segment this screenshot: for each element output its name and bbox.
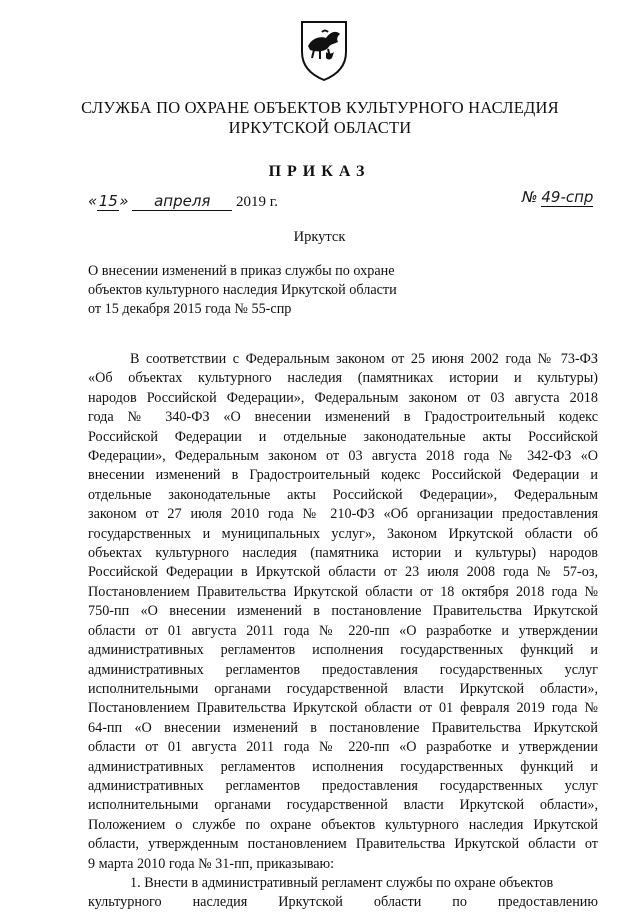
date-open-quote: « [88, 192, 98, 210]
body-line: Российской Федерации в Иркутской области от 23 июля 2008 года № 57-оз, [88, 564, 598, 581]
document-title: ПРИКАЗ [268, 163, 371, 180]
date-year: 2019 г. [236, 194, 278, 210]
body-line: 64-пп «О внесении изменений в постановление Правительства Иркутской [88, 719, 598, 736]
document-city: Иркутск [293, 229, 346, 245]
number-value: 49-спр [541, 188, 594, 206]
organization-region: ИРКУТСКОЙ ОБЛАСТИ [228, 118, 412, 137]
document-date [88, 192, 278, 211]
document-number [522, 188, 593, 207]
date-close-quote: » [119, 192, 129, 210]
body-line: Положением о службе по охране объектов культурного наследия Иркутской [88, 816, 598, 833]
body-line: внесении изменений в Градостроительный кодекс Российской Федерации и [88, 467, 598, 484]
body-line: Российской Федерации и отдельные законодательные акты Российской [88, 428, 598, 445]
body-line: «Об объектах культурного наследия (памятниках истории и культуры) [88, 370, 598, 387]
body-line: исполнительными органами государственной власти Иркутской области», [88, 797, 598, 814]
subject-line: О внесении изменений в приказ службы по охране [88, 263, 395, 279]
irkutsk-coat-of-arms-icon [298, 18, 350, 82]
body-line: Постановлением Правительства Иркутской области от 18 октября 2018 года № [88, 583, 598, 600]
body-line: года № 340-ФЗ «О внесении изменений в Градостроительный кодекс [88, 409, 598, 426]
document-subject [88, 262, 397, 319]
body-line: законом от 27 июля 2010 года № 210-ФЗ «Об организации предоставления [88, 506, 598, 523]
body-line: Федерации», Федеральным законом от 03 августа 2018 года № 342-ФЗ «О [88, 448, 598, 465]
body-line: административных регламентов исполнения государственных функций и [88, 758, 598, 775]
body-line: отдельные законодательные акты Российской Федерации», Федеральным [88, 486, 598, 503]
body-line: государственных и муниципальных услуг», Законом Иркутской области об [88, 525, 598, 542]
body-line: области, утвержденным постановлением Правительства Иркутской области от [88, 836, 598, 853]
date-day: 15 [98, 192, 118, 210]
body-line: 750-пп «О внесении изменений в постановление Правительства Иркутской [88, 603, 598, 620]
body-line: области от 01 августа 2011 года № 220-пп «О разработке и утверждении [88, 622, 598, 639]
body-line: административных регламентов предоставления государственных услуг [88, 661, 598, 678]
body-line: объектах культурного наследия (памятника истории и культуры) народов [88, 545, 598, 562]
body-line: 9 марта 2010 года № 31-пп, приказываю: [88, 855, 335, 872]
body-line: области от 01 августа 2011 года № 220-пп «О разработке и утверждении [88, 739, 598, 756]
document-body [88, 350, 598, 913]
date-month: апреля [132, 192, 232, 211]
body-line: административных регламентов исполнения государственных функций и [88, 642, 598, 659]
body-line: административных регламентов предоставления государственных услуг [88, 777, 598, 794]
body-line: В соответствии с Федеральным законом от 25 июня 2002 года № 73-ФЗ [130, 351, 598, 367]
body-line: Постановлением Правительства Иркутской области от 01 февраля 2019 года № [88, 700, 598, 717]
body-line: культурного наследия Иркутской области по предоставлению [88, 894, 598, 911]
organization-name: СЛУЖБА ПО ОХРАНЕ ОБЪЕКТОВ КУЛЬТУРНОГО НАСЛЕДИЯ [81, 98, 559, 117]
body-line: исполнительными органами государственной власти Иркутской области», [88, 680, 598, 697]
subject-line: от 15 декабря 2015 года № 55-спр [88, 301, 292, 317]
subject-line: объектов культурного наследия Иркутской области [88, 282, 397, 298]
body-line: 1. Внести в административный регламент службы по охране объектов [130, 874, 554, 891]
number-sign: № [522, 188, 538, 206]
body-line: народов Российской Федерации», Федеральным законом от 03 августа 2018 [88, 389, 598, 406]
